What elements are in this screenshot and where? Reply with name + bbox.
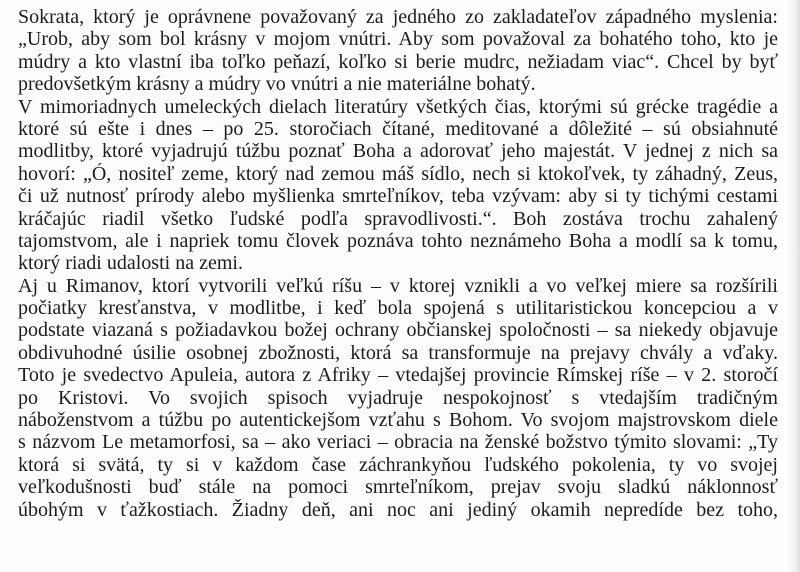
text-line-11: tajomstvom, ale i napriek tomu človek poznáva tohto neznámeho Boha a modlí sa k tomu, — [18, 229, 778, 252]
text-line-5: V mimoriadnych umeleckých dielach literatúry všetkých čias, ktorými sú grécke tragédie a — [18, 95, 778, 118]
text-line-8: hovorí: „Ó, nositeľ zeme, ktorý nad zemou máš sídlo, nech si ktokoľvek, ty záhadný, Zeus, — [18, 162, 778, 185]
text-line-18: po Kristovi. Vo svojich spisoch vyjadruje nespokojnosť s vtedajším tradičným — [18, 386, 778, 409]
text-line-22: veľkodušnosti buď stále na pomoci smrteľníkom, prejav svoju sladkú náklonnosť — [18, 476, 778, 499]
text-line-21: ktorá si svätá, ty si v každom čase záchrankyňou ľudského pokolenia, ty vo svojej — [18, 453, 778, 476]
text-line-23: úbohým v ťažkostiach. Žiadny deň, ani noc ani jediný okamih nepredíde bez toho, — [18, 498, 778, 521]
text-line-13: Aj u Rimanov, ktorí vytvorili veľkú ríšu – v ktorej vznikli a vo veľkej miere sa rozšírili — [18, 274, 778, 297]
text-line-14: počiatky kresťanstva, v modlitbe, i keď bola spojená s utilitaristickou koncepciou a v — [18, 297, 778, 320]
text-line-1: Sokrata, ktorý je oprávnene považovaný za jedného zo zakladateľov západného myslenia: — [18, 6, 778, 28]
text-line-9: či už nutnosť prírody alebo myšlienka smrteľníkov, teba vzývam: aby si ty tichými cestami — [18, 185, 778, 208]
text-line-6: ktoré sú ešte i dnes – po 25. storočiach čítané, meditované a dôležité – sú obsiahnuté — [18, 117, 778, 140]
text-line-19: náboženstvom a túžbu po autentickejšom vzťahu s Bohom. Vo svojom majstrovskom diele — [18, 409, 778, 432]
text-line-3: múdry a kto vlastní iba toľko peňazí, koľko si berie mudrc, nežiadam viac“. Chcel by byť — [18, 50, 778, 73]
text-line-15: podstate viazaná s požiadavkou božej ochrany občianskej spoločnosti – sa niekedy objavuje — [18, 319, 778, 342]
text-line-12: ktorý riadi udalosti na zemi. — [18, 252, 243, 275]
text-line-4: predovšetkým krásny a múdry vo vnútri a nie materiálne bohatý. — [18, 73, 536, 96]
text-line-16: obdivuhodné úsilie osobnej zbožnosti, ktorá sa transformuje na prejavy chvály a vďaky. — [18, 341, 778, 364]
text-line-2: „Urob, aby som bol krásny v mojom vnútri. Aby som považoval za bohatého toho, kto je — [18, 28, 778, 51]
document-body — [18, 6, 778, 521]
text-line-10: kráčajúc riadil všetko ľudské podľa spravodlivosti.“. Boh zostáva trochu zahalený — [18, 207, 778, 230]
text-line-20: s názvom Le metamorfosi, sa – ako veriaci – obracia na ženské božstvo týmito slovami: „Ty — [18, 431, 778, 454]
text-line-7: modlitby, ktoré vyjadrujú túžbu poznať Boha a adorovať jeho majestát. V jednej z nich sa — [18, 140, 778, 163]
text-line-17: Toto je svedectvo Apuleia, autora z Afriky – vtedajšej provincie Rímskej ríše – v 2. storočí — [18, 364, 778, 387]
page-edge-shadow — [786, 0, 800, 572]
